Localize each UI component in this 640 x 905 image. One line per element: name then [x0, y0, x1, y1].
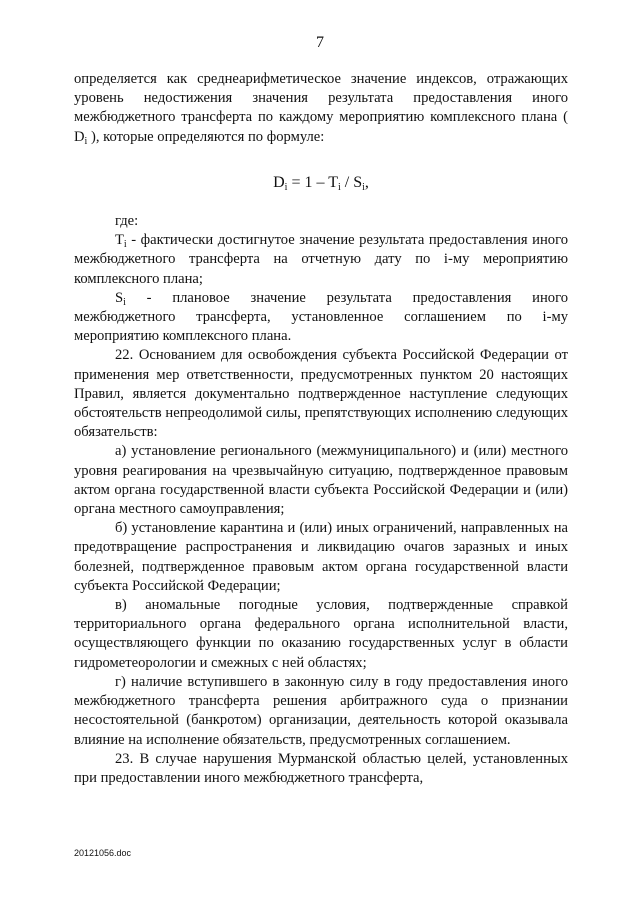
formula-t-subscript: i: [337, 181, 341, 193]
document-body: [74, 70, 568, 788]
paragraph-text: ), которые определяются по формуле:: [90, 128, 325, 145]
paragraph-23: 23. В случае нарушения Мурманской областью целей, установленных при предоставлении иного межбюджетного трансферта,: [74, 750, 568, 786]
paragraph-22: 22. Основанием для освобождения субъекта Российской Федерации от применения мер ответственности, предусмотренных пунктом 20 настоящих Правил, является документально подтвержденное наступление следующих обстоятельств непреодолимой силы, препятствующих исполнению следующих обязательств:: [74, 347, 568, 441]
variable-s-subscript: i: [123, 296, 126, 308]
paragraph-index-definition: [74, 70, 568, 147]
page-number: 7: [316, 34, 324, 51]
footer-filename: 20121056.doc: [74, 848, 132, 858]
formula-d-subscript: i: [284, 181, 288, 193]
formula-end: ,: [364, 173, 369, 191]
variable-s: S: [115, 289, 124, 306]
formula-middle: = 1 – T: [287, 173, 338, 191]
paragraph-22-b: б) установление карантина и (или) иных ограничений, направленных на предотвращение распространения и ликвидацию очагов заразных и иных болезней, подтвержденное правовым актом органа государственной власти субъекта Российской Федерации;: [74, 520, 568, 594]
formula: [74, 173, 568, 192]
formula-s-subscript: i: [362, 181, 365, 193]
paragraph-22-v: в) аномальные погодные условия, подтвержденные справкой территориального органа федерального органа исполнительной власти, осуществляющего функции по оказанию государственных услуг в области гидрометеорологии и смежных с ней областях;: [74, 597, 568, 671]
where-label: где:: [115, 213, 139, 230]
paragraph-text: - фактически достигнутое значение результата предоставления иного межбюджетного трансферта на отчетную дату по i-му мероприятию комплексного плана;: [74, 232, 568, 287]
paragraph-22-a: а) установление регионального (межмуниципального) и (или) местного уровня реагирования на чрезвычайную ситуацию, подтвержденное правовым актом органа государственной власти субъекта Российской Федерации и (или) органа местного самоуправления;: [74, 443, 568, 518]
paragraph-22-g: г) наличие вступившего в законную силу в году предоставления иного межбюджетного трансферта решения арбитражного суда о признании несостоятельной (банкротом) организации, деятельность которой оказывала влияние на исполнение обязательств, предусмотренных соглашением.: [74, 673, 568, 748]
paragraph-t-definition: [74, 231, 568, 289]
variable-t: T: [115, 232, 124, 249]
paragraph-s-definition: [74, 289, 568, 347]
formula-slash: / S: [340, 173, 363, 191]
variable-d: D: [74, 128, 85, 145]
variable-t-subscript: i: [123, 239, 127, 251]
paragraph-text: - плановое значение результата предоставления иного межбюджетного трансферта, установленное соглашением по i-му мероприятию комплексного плана.: [74, 289, 568, 345]
variable-d-subscript: i: [84, 135, 88, 147]
paragraph-text: определяется как среднеарифметическое значение индексов, отражающих уровень недостижения значения результата предоставления иного межбюджетного трансферта по каждому мероприятию комплексного плана (: [74, 71, 568, 126]
formula-d: D: [273, 173, 285, 191]
